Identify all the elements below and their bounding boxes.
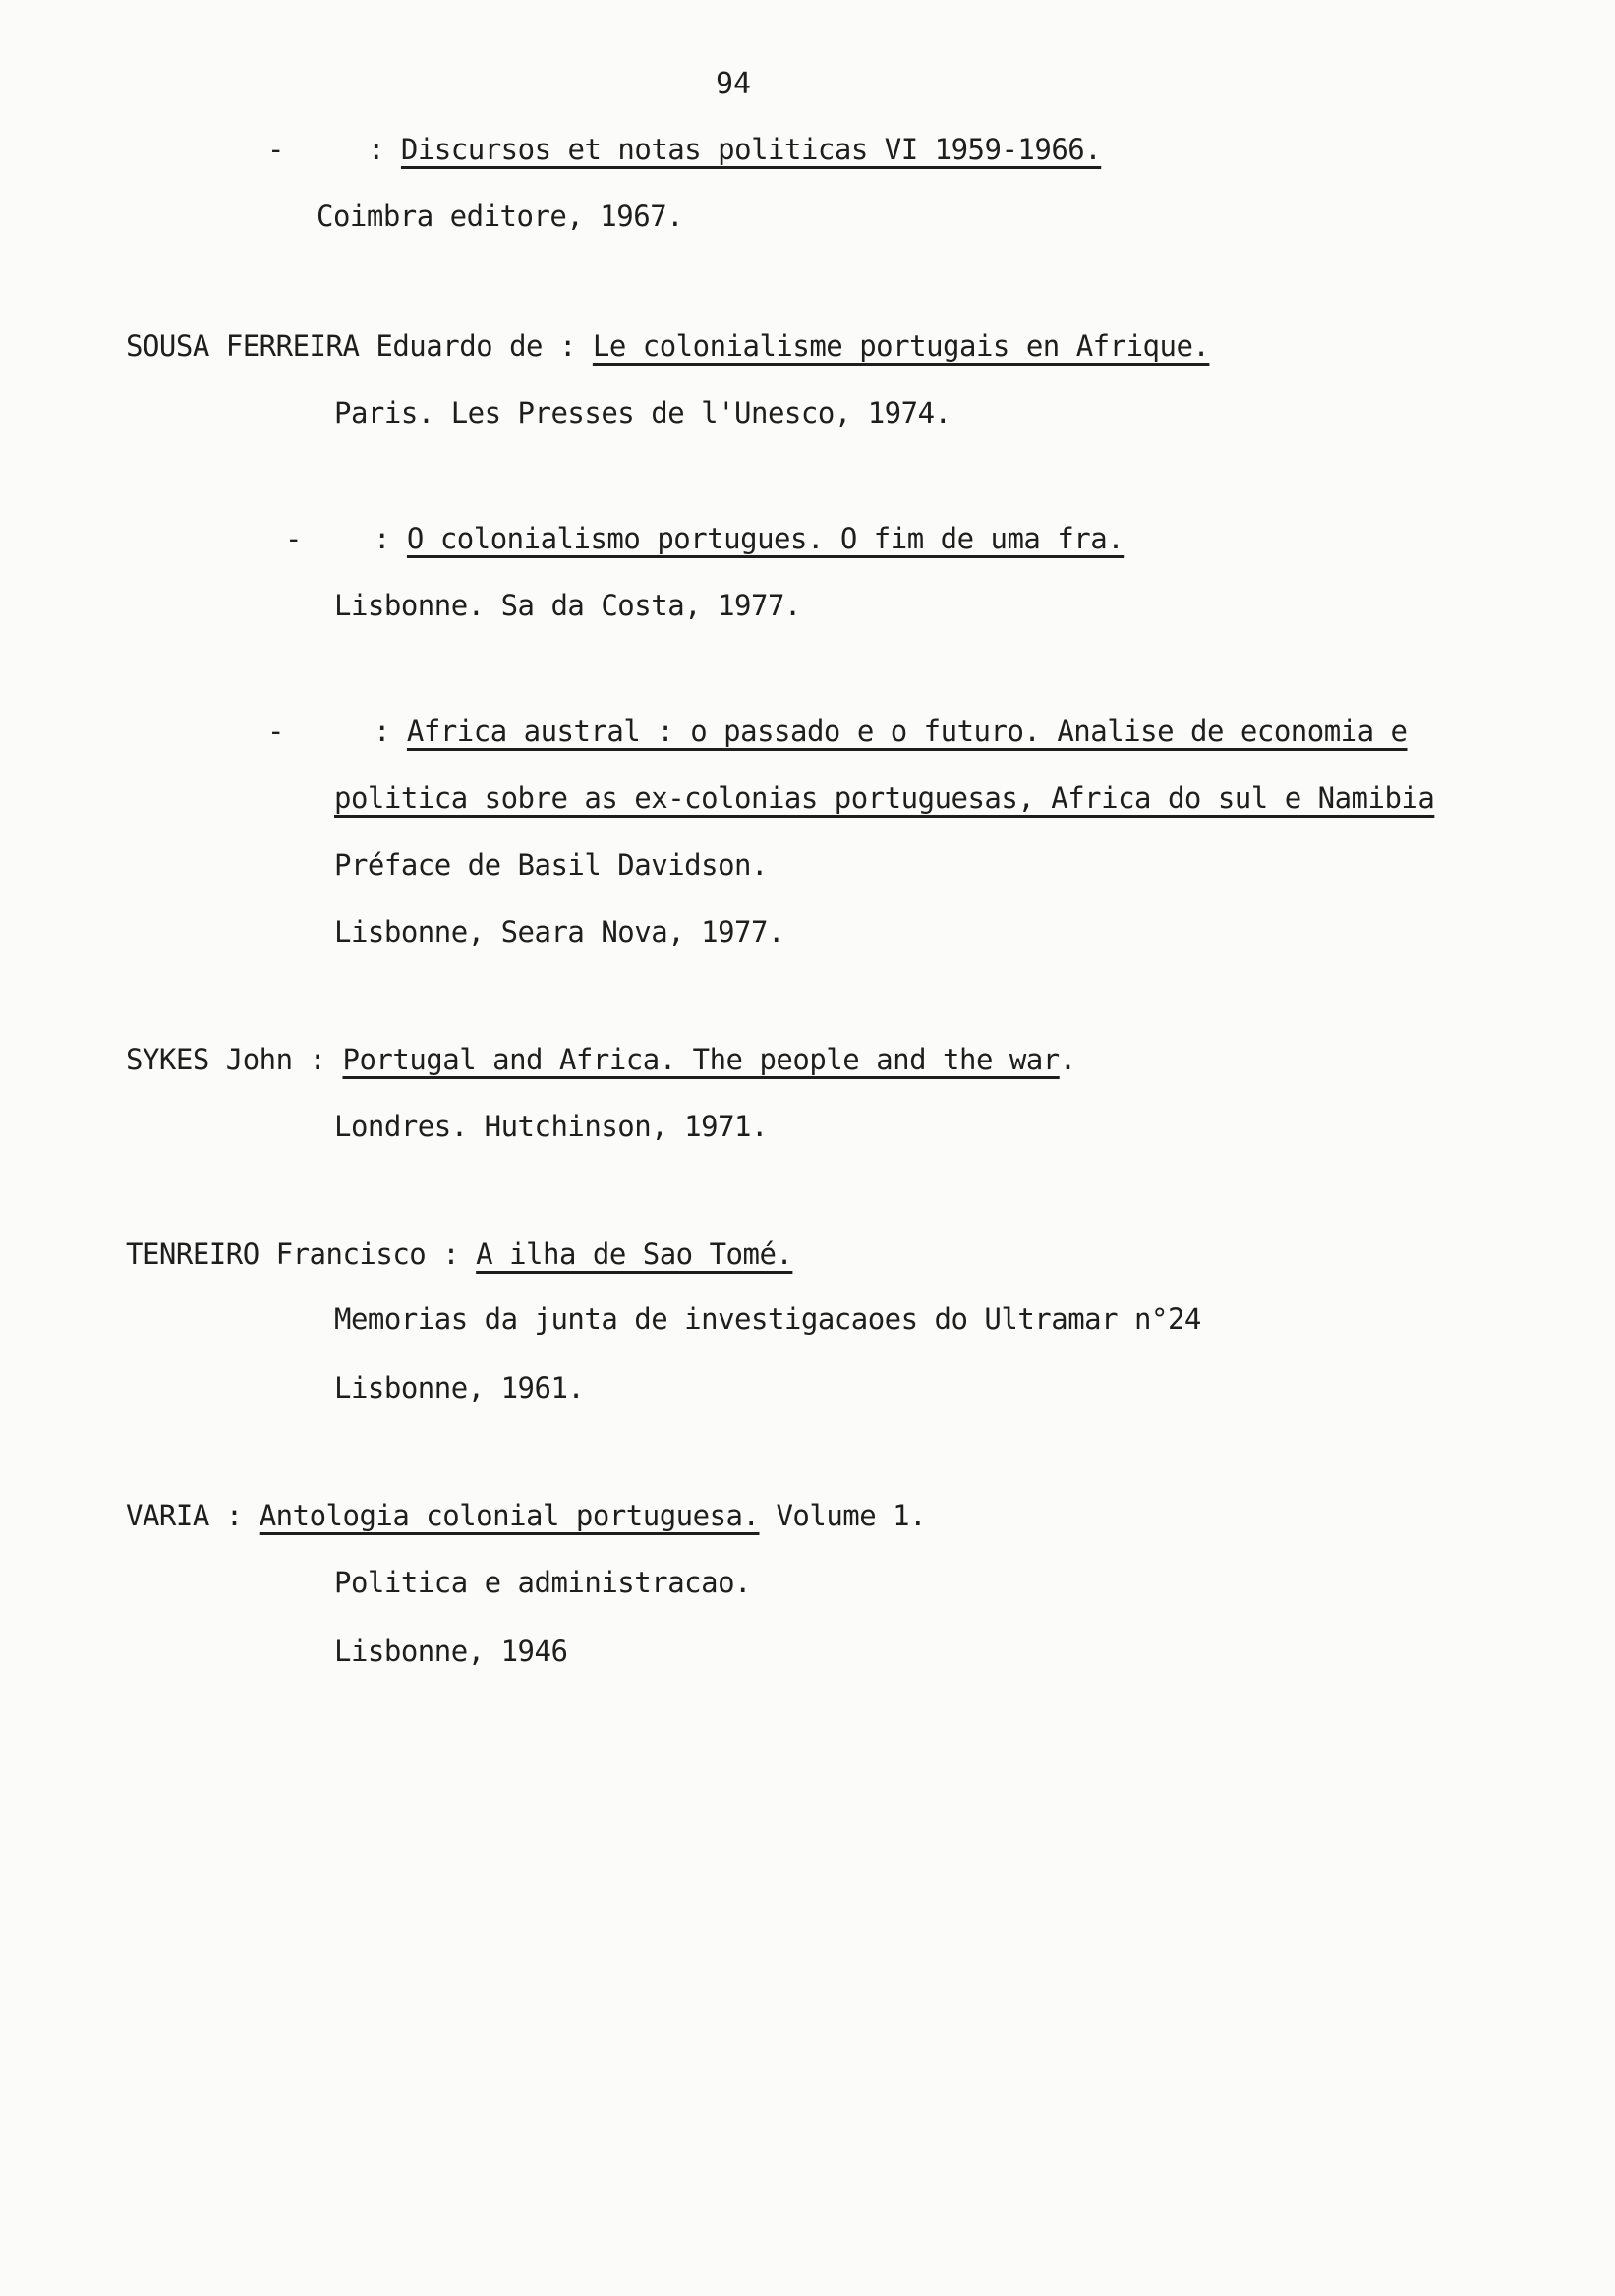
entry-colonialismo-line <box>374 519 1124 558</box>
entry-africa-austral-line <box>334 845 768 885</box>
citation-text: . <box>1059 1043 1076 1076</box>
citation-text: Coimbra editore, 1967. <box>317 200 684 233</box>
entry-africa-austral-line <box>334 778 1434 818</box>
citation-text: Politica e administracao. <box>334 1566 751 1599</box>
entry-sykes-line <box>126 1040 1076 1079</box>
entry-varia-line <box>334 1563 751 1602</box>
entry-tenreiro-line <box>334 1299 1201 1339</box>
title-text: Portugal and Africa. The people and the war <box>342 1043 1060 1076</box>
entry-sykes-line <box>334 1107 768 1146</box>
citation-text: SYKES John : <box>126 1043 343 1076</box>
title-text: O colonialismo portugues. O fim de uma fra. <box>406 522 1125 555</box>
title-text: Le colonialisme portugais en Afrique. <box>592 329 1210 363</box>
entry-sousa-ferreira-line <box>126 326 1209 366</box>
title-text: Africa austral : o passado e o futuro. Analise de economia e <box>406 715 1408 748</box>
title-text: A ilha de Sao Tomé. <box>476 1237 793 1271</box>
entry-discursos-line <box>368 130 1101 169</box>
citation-text: VARIA : <box>126 1499 260 1532</box>
citation-text: Londres. Hutchinson, 1971. <box>334 1110 768 1143</box>
entry-varia-line <box>334 1632 567 1671</box>
citation-text: Lisbonne, 1961. <box>334 1371 585 1405</box>
entry-colonialismo-line <box>334 586 801 625</box>
title-text: Discursos et notas politicas VI 1959-1966. <box>400 133 1102 166</box>
entry-dash: - <box>267 133 285 166</box>
citation-text: Memorias da junta de investigacaoes do Ultramar n°24 <box>334 1302 1201 1336</box>
entry-africa-austral-line <box>374 712 1408 751</box>
citation-text: Lisbonne, 1946 <box>334 1635 568 1668</box>
citation-text: SOUSA FERREIRA Eduardo de : <box>126 329 593 363</box>
citation-text: Préface de Basil Davidson. <box>334 848 768 882</box>
entry-africa-austral-line <box>334 912 784 951</box>
entry-varia-line <box>126 1496 926 1535</box>
page-number: 94 <box>716 67 752 101</box>
entry-tenreiro-line <box>334 1368 584 1407</box>
title-text: politica sobre as ex-colonias portuguesas, Africa do sul e Namibia <box>334 781 1435 815</box>
entry-discursos-line <box>317 197 683 236</box>
citation-text: Volume 1. <box>759 1499 927 1532</box>
citation-text: : <box>368 133 401 166</box>
entry-sousa-ferreira-line <box>334 393 952 432</box>
entry-tenreiro-line <box>126 1234 792 1274</box>
citation-text: Paris. Les Presses de l'Unesco, 1974. <box>334 396 952 430</box>
entry-dash: - <box>267 715 285 748</box>
citation-text: TENREIRO Francisco : <box>126 1237 477 1271</box>
citation-text: : <box>374 522 407 555</box>
citation-text: : <box>374 715 407 748</box>
entry-dash: - <box>285 522 303 555</box>
citation-text: Lisbonne, Seara Nova, 1977. <box>334 915 784 948</box>
title-text: Antologia colonial portuguesa. <box>259 1499 760 1532</box>
citation-text: Lisbonne. Sa da Costa, 1977. <box>334 589 801 622</box>
